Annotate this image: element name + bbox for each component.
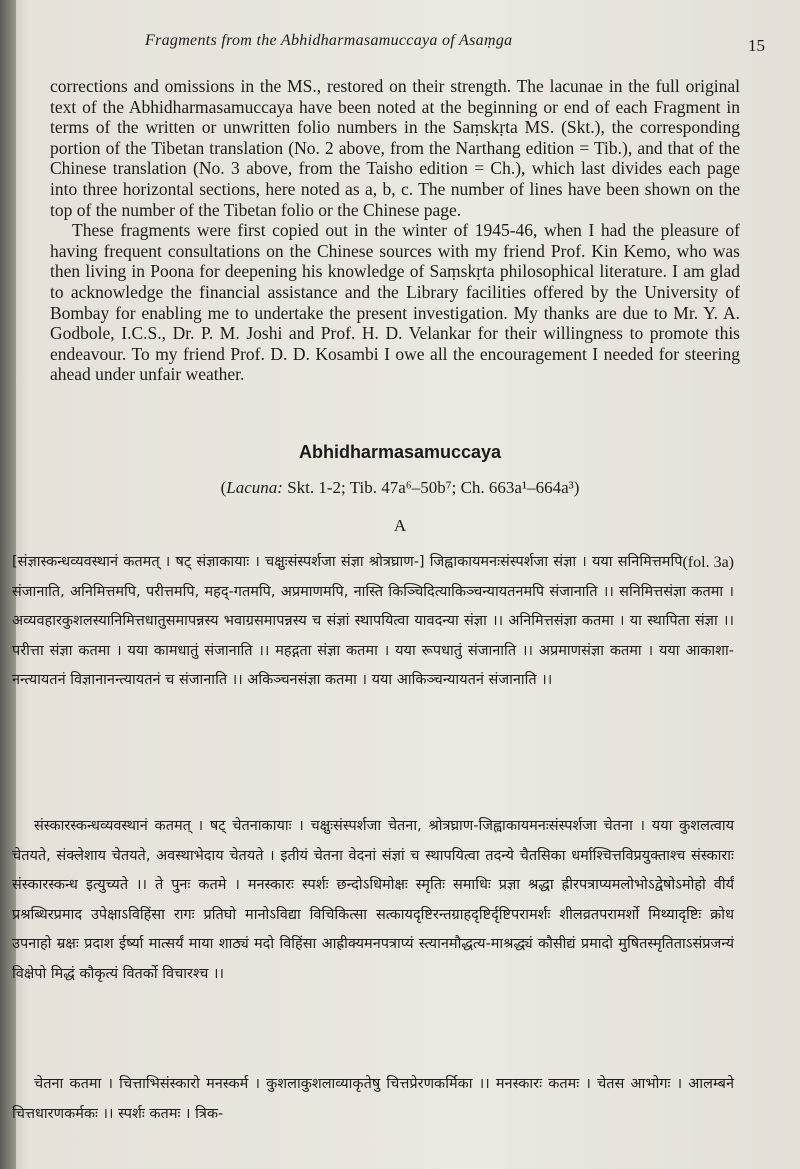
intro-paragraph-1: corrections and omissions in the MS., restored on their strength. The lacunae in the full original text of the Abhidharmasamuccaya have been noted at the beginning or end of each Fragment in terms of the written or unwritten folio numbers in the Saṃskṛta MS. (Skt.), the corresponding portion of the Tibetan translation (No. 2 above, from the Narthang edition = Tib.), and that of the Chinese translation (No. 3 above, from the Taisho edition = Ch.), which last divides each page into three horizontal sections, here noted as a, b, c. The number of lines have been shown on the top of the number of the Tibetan folio or the Chinese page.: [50, 76, 740, 220]
section-title: Abhidharmasamuccaya: [298, 442, 502, 462]
introduction-text: [50, 76, 740, 385]
sanskrit-paragraph-2: [12, 812, 734, 989]
lacuna-note: [0, 478, 800, 498]
lacuna-open-paren: (: [220, 478, 227, 497]
sanskrit-text-3: चेतना कतमा । चित्ताभिसंस्कारो मनस्कर्म । कुशलाकुशलाव्याकृतेषु चित्तप्रेरणकर्मिका ।। मनस्कारः कतमः । चेतस आभोगः । आलम्बने चित्तधारणकर्मकः ।। स्पर्शः कतमः । त्रिक-: [12, 1076, 734, 1122]
lacuna-references: Skt. 1-2; Tib. 47a⁶–50b⁷; Ch. 663a¹–664a³): [282, 478, 580, 497]
sanskrit-text-2: संस्कारस्कन्धव्यवस्थानं कतमत् । षट् चेतनाकायाः । चक्षुःसंस्पर्शजा चेतना, श्रोत्रघ्राण-जिह्वाकायमनःसंस्पर्शजा चेतना । यया कुशलत्वाय चेतयते, संक्लेशाय चेतयते, अवस्थाभेदाय चेतयते । इतीयं चेतना वेदनां संज्ञां च स्थापयित्वा तदन्ये चैतसिका धर्माश्चित्तविप्रयुक्ताश्च संस्काराः संस्कारस्कन्ध इत्युच्यते ।। ते पुनः कतमे । मनस्कारः स्पर्शः छन्दोऽधिमोक्षः स्मृतिः समाधिः प्रज्ञा श्रद्धा ह्रीरपत्राप्यमलोभोऽद्वेषोऽमोहो वीर्यं प्रश्रब्धिरप्रमाद उपेक्षाऽविहिंसा रागः प्रतिघो मानोऽविद्या विचिकित्सा सत्कायदृष्टिरन्तग्राहदृष्टिर्दृष्टिपरामर्शः शीलव्रतपरामर्शो मिथ्यादृष्टिः क्रोध उपनाहो म्रक्षः प्रदाश ईर्ष्या मात्सर्यं माया शाठ्यं मदो विहिंसा आह्रीक्यमनपत्राप्यं स्त्यानमौद्धत्य-माश्रद्ध्यं कौसीद्यं प्रमादो मुषितस्मृतिताऽसंप्रजन्यं विक्षेपो मिद्धं कौकृत्यं वितर्को विचारश्च ।।: [12, 818, 734, 982]
intro-paragraph-2: These fragments were first copied out in the winter of 1945-46, when I had the pleasure of having frequent consultations on the Chinese sources with my friend Prof. Kin Kemo, who was then living in Poona for deepening his knowledge of Saṃskṛta philosophical literature. I am glad to acknowledge the financial assistance and the Library facilities offered by the University of Bombay for enabling me to undertake the present investigation. My thanks are due to Mr. Y. A. Godbole, I.C.S., Dr. P. M. Joshi and Prof. H. D. Velankar for their willingness to promote this endeavour. To my friend Prof. D. D. Kosambi I owe all the encouragement I needed for steering ahead under unfair weather.: [50, 220, 740, 385]
lacuna-label: Lacuna:: [226, 478, 283, 497]
sanskrit-text-1: [संज्ञास्कन्धव्यवस्थानं कतमत् । षट् संज्ञाकायाः । चक्षुःसंस्पर्शजा संज्ञा श्रोत्रघ्राण-] जिह्वाकायमनःसंस्पर्शजा संज्ञा । यया सनिमित्तमपि संजानाति, अनिमित्तमपि, परीत्तमपि, महद्-गतमपि, अप्रमाणमपि, नास्ति किञ्चिदित्याकिञ्चन्यायतनमपि संजानाति ।। सनिमित्तसंज्ञा कतमा । अव्यवहारकुशलस्यानिमित्तधातुसमापन्नस्य भवाग्रसमापन्नस्य च संज्ञां स्थापयित्वा यावदन्या संज्ञा ।। अनिमित्तसंज्ञा कतमा । या स्थापिता संज्ञा ।। परीत्ता संज्ञा कतमा । यया कामधातुं संजानाति ।। महद्गता संज्ञा कतमा । यया रूपधातुं संजानाति ।। अप्रमाणसंज्ञा कतमा । यया आकाशा-नन्त्यायतनं विज्ञानानन्त्यायतनं च संजानाति ।। अकिञ्चनसंज्ञा कतमा । यया आकिञ्चन्यायतनं संजानाति ।।: [12, 554, 734, 688]
page-number: 15: [748, 36, 765, 55]
fragment-letter: A: [393, 516, 407, 535]
sanskrit-paragraph-1: [12, 548, 734, 696]
running-title: Fragments from the Abhidharmasamuccaya of Asaṃga: [145, 32, 513, 49]
page-header: [145, 32, 765, 62]
folio-reference: (fol. 3a): [682, 554, 734, 571]
sanskrit-paragraph-3: [12, 1070, 734, 1129]
